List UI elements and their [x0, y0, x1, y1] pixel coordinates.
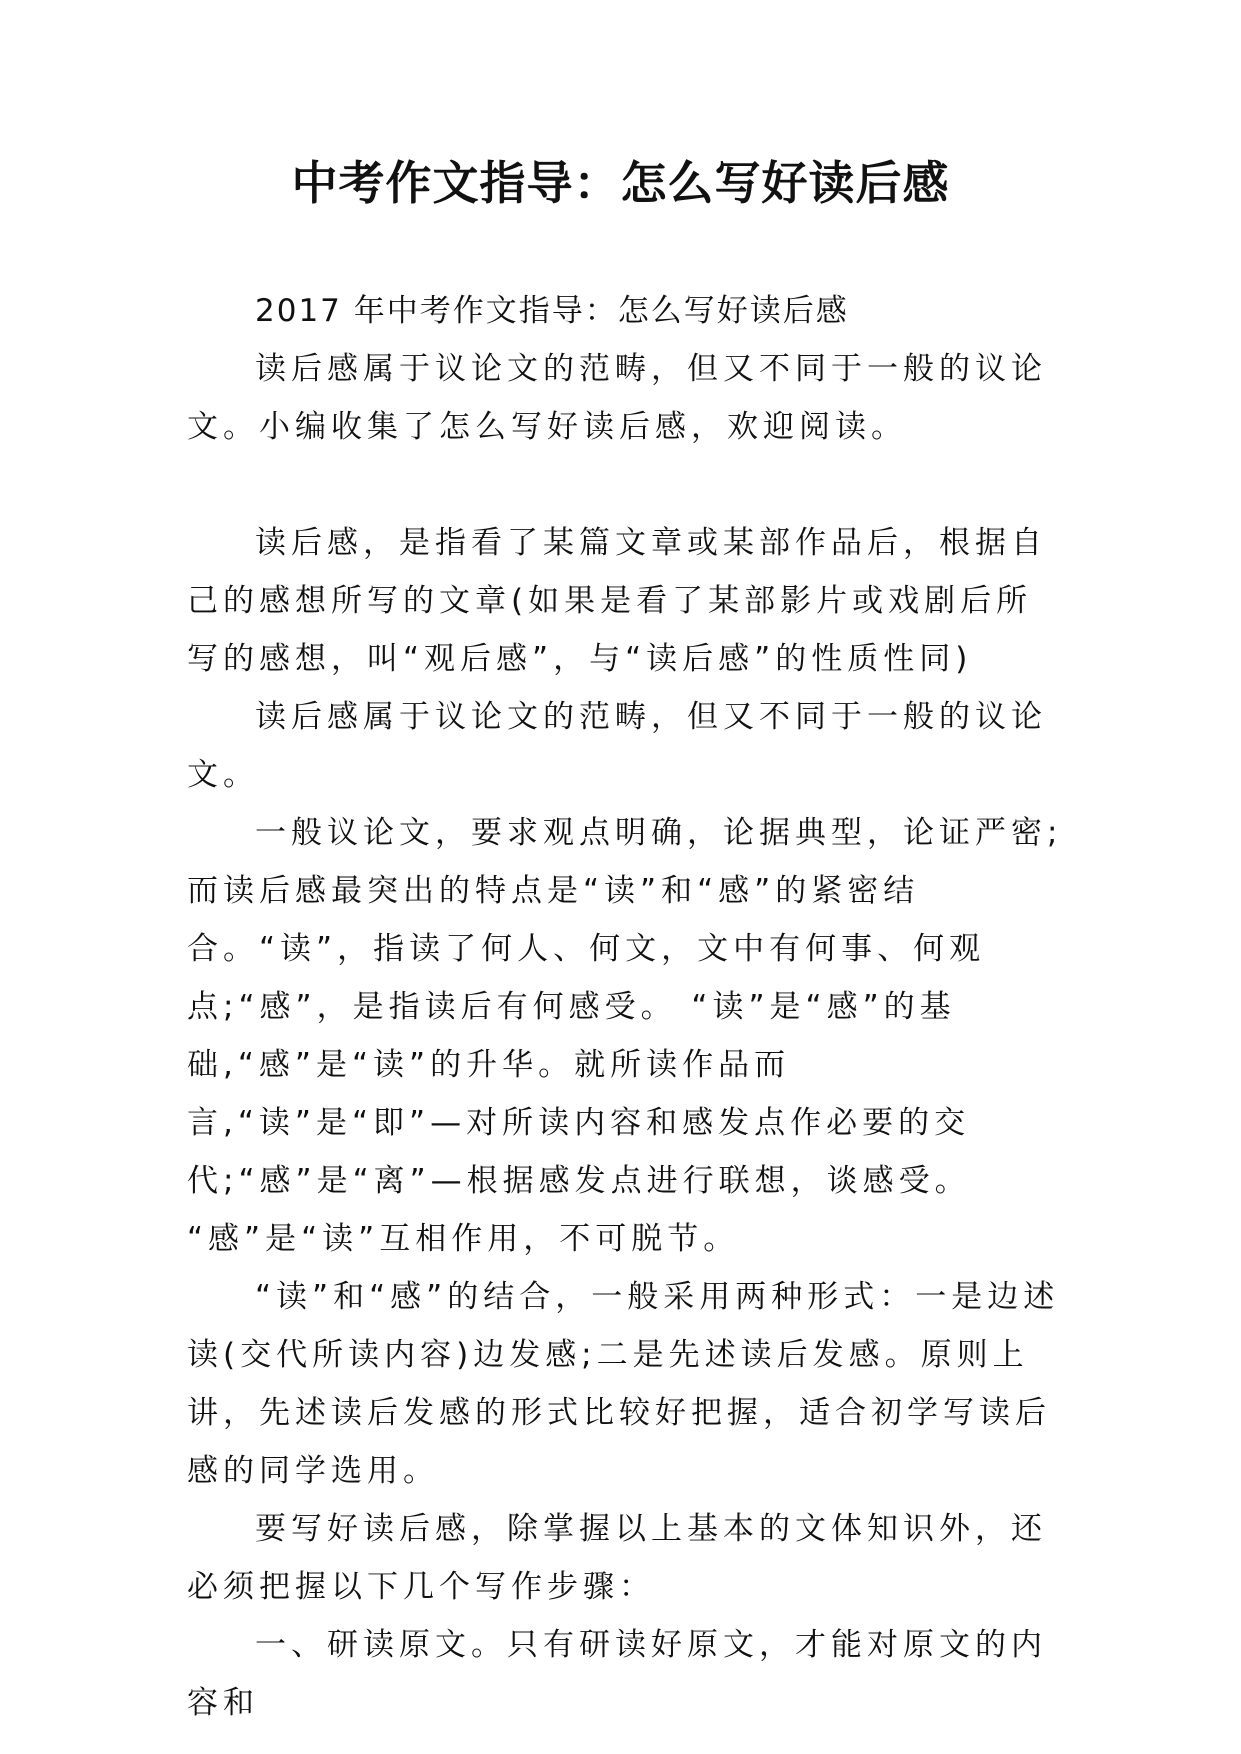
- paragraph-steps-intro: 要写好读后感，除掌握以上基本的文体知识外，还必须把握以下几个写作步骤：: [187, 1511, 1047, 1605]
- document-title: 中考作文指导：怎么写好读后感: [291, 156, 950, 210]
- paragraph-category: 读后感属于议论文的范畴，但又不同于一般的议论文。: [187, 699, 1047, 793]
- document-body: [187, 282, 1067, 1732]
- paragraph-definition: 读后感，是指看了某篇文章或某部作品后，根据自己的感想所写的文章(如果是看了某部影片或戏剧后所写的感想，叫“观后感”，与“读后感”的性质性同): [187, 525, 1047, 677]
- document-subtitle: 2017 年中考作文指导：怎么写好读后感: [255, 293, 849, 329]
- paragraph-features: 一般议论文，要求观点明确，论据典型，论证严密;而读后感最突出的特点是“读”和“感”的紧密结合。“读”，指读了何人、何文，文中有何事、何观点;“感”，是指读后有何感受。 “读”是“感”的基础,“感”是“读”的升华。就所读作品而言,“读”是“即”—对所读内容和感发点作必要的交代;“感”是“离”—根据感发点进行联想，谈感受。 “感”是“读”互相作用，不可脱节。: [187, 815, 1063, 1257]
- paragraph-intro: 读后感属于议论文的范畴，但又不同于一般的议论文。小编收集了怎么写好读后感，欢迎阅读。: [187, 351, 1047, 445]
- paragraph-step-one: 一、研读原文。只有研读好原文，才能对原文的内容和: [187, 1627, 1047, 1721]
- blank-line: [187, 456, 1067, 514]
- paragraph-forms: “读”和“感”的结合，一般采用两种形式：一是边述读(交代所读内容)边发感;二是先述读后发感。原则上讲，先述读后发感的形式比较好把握，适合初学写读后感的同学选用。: [187, 1279, 1060, 1489]
